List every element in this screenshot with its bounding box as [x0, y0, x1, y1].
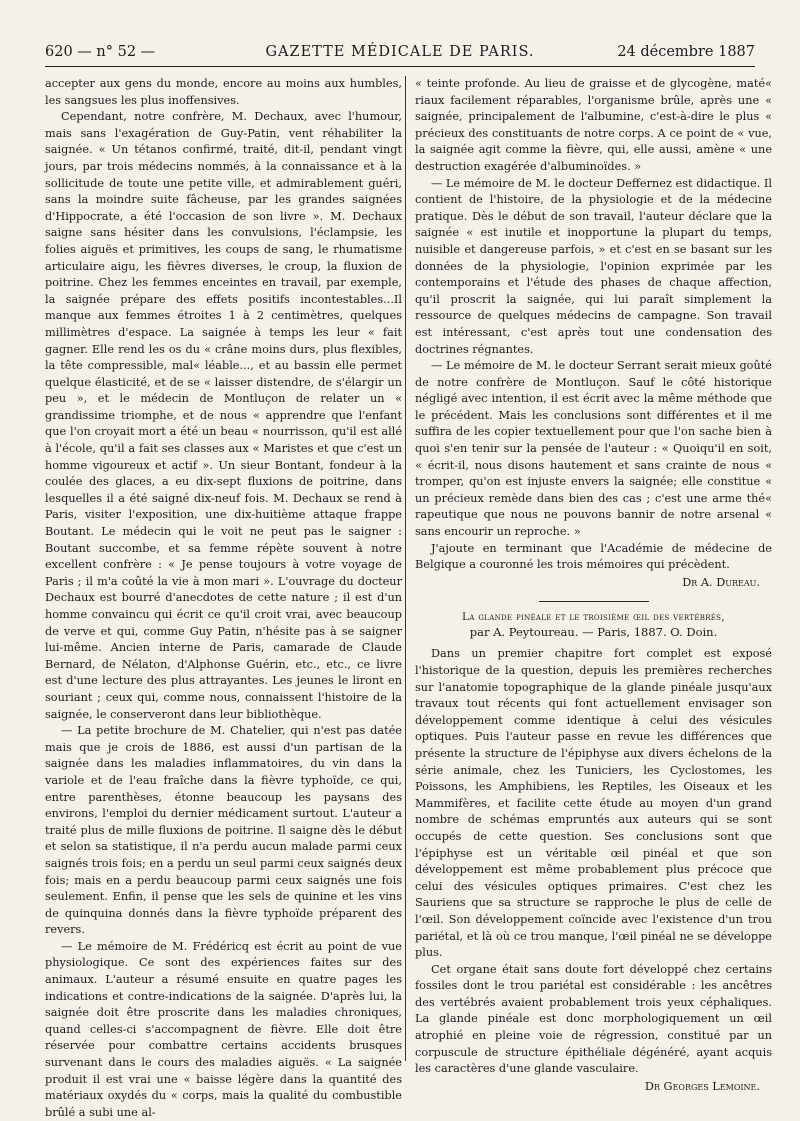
paragraph: Dans un premier chapitre fort complet est exposé l'historique de la question, depuis les premières recherches sur l'anatomie topographique de la glande pinéale jusqu'aux travaux tout récents qui font actuellement envisager son développement comme identique à celui des vésicules optiques. Puis l'auteur passe en revue les différences que présente la structure de l'épiphyse aux divers échelons de la série animale, chez les Tuniciers, les Cyclostomes, les Poissons, les Amphibiens, les Reptiles, les Oiseaux et les Mammifères, et facilite cette étude au moyen d'un grand nombre de schémas empruntés aux auteurs qui se sont occupés de cette question. Ses conclusions sont que l'épiphyse est un véritable œil pinéal et que son développement est même probablement plus précoce que celui des vésicules optiques primaires. C'est chez les Sauriens que sa structure se rapproche le plus de celle de l'œil. Son développement coïncide avec l'existence d'un trou pariétal, et là où ce trou manque, l'œil pinéal ne se développe plus.	[415, 647, 772, 960]
review-heading	[415, 610, 772, 640]
paragraph: — La petite brochure de M. Chatelier, qui n'est pas datée mais que je crois de 1886, est aussi d'un partisan de la saignée dans les maladies inflammatoires, du vin dans la variole et de l'eau fraîche dans la fièvre typhoïde, ce qui, entre parenthèses, étonne beaucoup les paysans des environs, l'emploi du dernier médicament surtout. L'auteur a traité plus de mille fluxions de poitrine. Il saigne dès le début et selon sa statistique, il n'a perdu aucun malade parmi ceux saignés trois fois; en a perdu un seul parmi ceux saignés deux fois; mais en a perdu beaucoup parmi ceux saignés une fois seulement. Enfin, il pense que les sels de quinine et les vins de quinquina donnés dans la fièvre typhoïde préparent des revers.	[45, 724, 402, 937]
review-citation: par A. Peytoureau. — Paris, 1887. O. Doin.	[469, 625, 718, 640]
page-number: 620 — n° 52 —	[45, 44, 156, 60]
paragraph: — Le mémoire de M. Frédéricq est écrit au point de vue physiologique. Ce sont des expériences faites sur des animaux. L'auteur a résumé ensuite en quatre pages les indications et contre-indications de la saignée. D'après lui, la saignée doit être proscrite dans les maladies chroniques, quand celles-ci s'accompagnent de fièvre. Elle doit être réservée pour combattre certains accidents brusques survenant dans le cours des maladies aiguës. « La saignée produit il est vrai une « baisse légère dans la quantité des matériaux oxydés du « corps, mais la qualité du combustible brûlé a subi une al-	[45, 939, 402, 1119]
paragraph: Cet organe était sans doute fort développé chez certains fossiles dont le trou pariétal est considérable : les ancêtres des vertébrés avaient probablement trois yeux céphaliques. La glande pinéale est donc morphologiquement un œil atrophié en pleine voie de régression, constitué par un corpuscule de structure épithéliale dégénéré, ayant acquis les caractères d'une glande vasculaire.	[415, 962, 772, 1076]
author-signature: Dr Georges Lemoine.	[644, 1079, 760, 1093]
issue-date: 24 décembre 1887	[617, 44, 755, 60]
paragraph: — Le mémoire de M. le docteur Serrant serait mieux goûté de notre confrère de Montluçon. Sauf le côté historique négligé avec intention, il est écrit avec la même méthode que le précédent. Mais les conclusions sont différentes et il me suffira de les copier textuellement pour que l'on sache bien à quoi s'en tenir sur la pensée de l'auteur : « Quoiqu'il en soit, « écrit-il, nous disons hautement et sans crainte de nous « tromper, qu'on est injuste envers la saignée; elle constitue « un précieux remède dans bien des cas ; c'est une arme thé« rapeutique que nous ne pouvons bannir de notre arsenal « sans encourir un reproche. »	[415, 359, 772, 539]
review-title: La glande pinéale et le troisième œil des vertébrés,	[462, 611, 725, 624]
journal-title: GAZETTE MÉDICALE DE PARIS.	[265, 44, 535, 60]
paragraph: J'ajoute en terminant que l'Académie de médecine de Belgique a couronné les trois mémoires qui précèdent.	[415, 541, 772, 572]
section-divider	[539, 601, 649, 602]
right-column	[415, 76, 772, 1095]
paragraph: Cependant, notre confrère, M. Dechaux, avec l'humour, mais sans l'exagération de Guy-Patin, vent réhabiliter la saignée. « Un tétanos confirmé, traité, dit-il, pendant vingt jours, par trois médecins nommés, à la connaissance et à la sollicitude de toute une petite ville, et admirablement guéri, sans la moindre suite fâcheuse, par les grandes saignées d'Hippocrate, a été l'occasion de son livre ». M. Dechaux saigne sans hésiter dans les convulsions, l'éclampsie, les folies aiguës et primitives, les coups de sang, le rhumatisme articulaire aigu, les fièvres diverses, le croup, la fluxion de poitrine. Chez les femmes enceintes en travail, par exemple, la saignée prépare des effets positifs incontestables...Il manque aux femmes étroites 1 à 2 centimètres, quelques millimètres d'espace. La saignée à temps les leur « fait gagner. Elle rend les os du « crâne moins durs, plus flexibles, la tête compressible, mal« léable..., et au bassin elle permet quelque élasticité, et de se « laisser distendre, de s'élargir un peu », et le médecin de Montluçon de relater un « grandissime triomphe, et de nous « apprendre que l'enfant que l'on croyait mort a été un beau « nourrisson, qu'il est allé à l'école, qu'il a fait ses classes aux « Maristes et que c'est un homme vigoureux et actif ». Un sieur Bontant, fondeur à la coulée des glaces, a eu dix-sept fluxions de poitrine, dans lesquelles il a été saigné dix-neuf fois. M. Dechaux se rend à Paris, visiter l'exposition, une dix-huitième attaque frappe Boutant. Le médecin qui le voit ne peut pas le saigner : Boutant succombe, et sa femme répète souvent à notre excellent confrère : « Je pense toujours à votre voyage de Paris ; il m'a coûté la vie à mon mari ». L'ouvrage du docteur Dechaux est bourré d'anecdotes de cette nature ; il est d'un homme convaincu qui écrit ce qu'il croit vrai, avec beaucoup de verve et qui, comme Guy Patin, n'hésite pas à se saigner lui-même. Ancien interne de Paris, camarade de Claude Bernard, de Nélaton, d'Alphonse Guérin, etc., etc., ce livre est d'une lecture des plus attrayantes. Les jeunes le liront en souriant ; ceux qui, comme nous, connaissent l'histoire de la saignée, le conserveront dans leur bibliothèque.	[45, 110, 402, 721]
paragraph: « teinte profonde. Au lieu de graisse et de glycogène, maté« riaux facilement réparables, l'organisme brûle, après une « saignée, principalement de l'albumine, c'est-à-dire le plus « précieux des constituants de notre corps. A ce point de « vue, la saignée agit comme la fièvre, qui, elle aussi, amène « une destruction exagérée d'albuminoïdes. »	[415, 77, 772, 173]
page-header	[45, 42, 755, 67]
left-column	[45, 76, 402, 1121]
author-signature: Dr A. Dureau.	[682, 575, 760, 589]
paragraph: — Le mémoire de M. le docteur Deffernez est didactique. Il contient de l'histoire, de la physiologie et de la médecine pratique. Dès le début de son travail, l'auteur déclare que la saignée « est inutile et inopportune la plupart du temps, nuisible et dangereuse parfois, » et c'est en se basant sur les données de la physiologie, l'opinion exprimée par les contemporains et l'étude des phases de chaque affection, qu'il proscrit la saignée, qui lui paraît simplement la ressource de quelques médecins de campagne. Son travail est intéressant, c'est après tout une condensation des doctrines régnantes.	[415, 176, 772, 356]
column-divider	[405, 76, 406, 1061]
paragraph: accepter aux gens du monde, encore au moins aux humbles, les sangsues les plus inoffensives.	[45, 77, 402, 107]
